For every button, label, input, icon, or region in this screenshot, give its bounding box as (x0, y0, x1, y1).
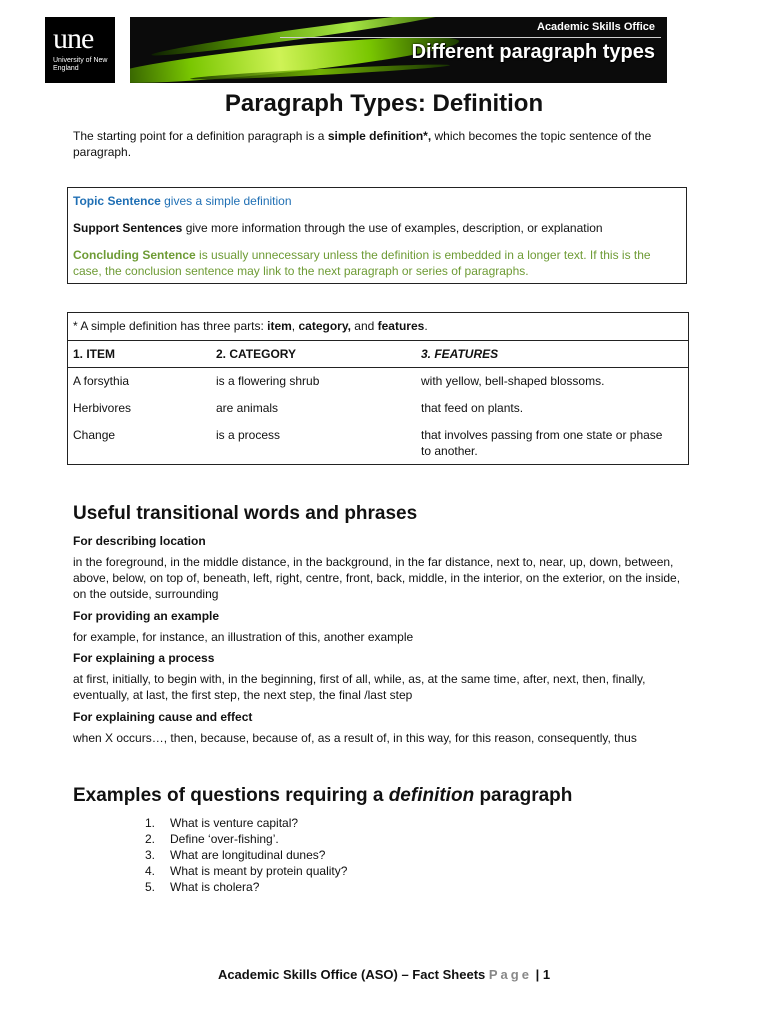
page-title: Paragraph Types: Definition (224, 90, 544, 117)
definition-table (67, 312, 689, 465)
office-label: Academic Skills Office (537, 21, 655, 33)
table-cell: with yellow, bell-shaped blossoms. (421, 374, 605, 388)
list-text: What are longitudinal dunes? (170, 848, 326, 862)
list-number: 3. (145, 848, 156, 862)
list-number: 4. (145, 864, 156, 878)
logo-mark: une (53, 22, 94, 55)
list-number: 1. (145, 816, 156, 830)
list-item (145, 831, 347, 847)
note-category: category, (298, 319, 351, 333)
list-item (145, 879, 347, 895)
table-cell: are animals (216, 401, 279, 415)
note-features: features (377, 319, 425, 333)
section-text: for example, for instance, an illustration of this, another example (73, 630, 414, 644)
support-text: give more information through the use of examples, description, or explanation (182, 221, 603, 235)
table-header-item: 1. ITEM (73, 347, 116, 361)
table-divider (68, 367, 688, 368)
table-cell: A forsythia (73, 374, 130, 388)
banner-title: Different paragraph types (411, 41, 655, 63)
examples-heading (73, 785, 572, 807)
page-footer (0, 967, 768, 982)
intro-bold: simple definition*, (327, 129, 432, 143)
paragraph-structure-box (67, 187, 687, 284)
support-label: Support Sentences (73, 221, 183, 235)
table-divider (68, 340, 688, 341)
section-text: in the foreground, in the middle distance, in the background, in the far distance, next to, near, up, down, between, above, below, on top of, beneath, left, right, centre, front, back, middle, in the interior, on the exterior, on the inside, on the outside, surrounding (73, 555, 681, 601)
footer-text: Academic Skills Office (ASO) – Fact Sheets (217, 967, 489, 982)
intro-pre: The starting point for a definition paragraph is a (73, 129, 328, 143)
support-sentences-line (73, 220, 678, 236)
list-number: 2. (145, 832, 156, 846)
list-item (145, 863, 347, 879)
table-cell: that feed on plants. (421, 401, 524, 415)
intro-post: which becomes the topic sentence of the paragraph. (73, 129, 652, 159)
intro-paragraph (73, 128, 693, 160)
list-text: Define ‘over-fishing’. (170, 832, 279, 846)
concluding-label: Concluding Sentence (73, 248, 196, 262)
logo-subtitle: University of New England (53, 57, 108, 72)
header-banner (130, 17, 667, 83)
table-cell: Herbivores (73, 401, 132, 415)
list-text: What is cholera? (170, 880, 260, 894)
list-item (145, 847, 347, 863)
note-and: and (350, 319, 378, 333)
section-label: For explaining a process (73, 651, 215, 665)
table-cell: that involves passing from one state or phase to another. (421, 428, 663, 458)
une-logo (45, 17, 115, 83)
examples-heading-em: definition (388, 785, 475, 806)
list-number: 5. (145, 880, 156, 894)
footer-sep: | (531, 967, 543, 982)
section-label: For describing location (73, 534, 206, 548)
banner-divider (280, 37, 661, 38)
topic-label: Topic Sentence (73, 194, 161, 208)
question-list (145, 815, 347, 895)
note-pre: * A simple definition has three parts: (73, 319, 268, 333)
concluding-sentence-line (73, 247, 678, 279)
note-end: . (424, 319, 428, 333)
list-item (145, 815, 347, 831)
table-cell: Change (73, 428, 116, 442)
examples-heading-post: paragraph (474, 785, 573, 806)
footer-page-number: 1 (542, 967, 551, 982)
footer-page-word: Page (488, 967, 532, 982)
table-header-category: 2. CATEGORY (216, 347, 297, 361)
note-sep: , (291, 319, 299, 333)
table-header-features: 3. FEATURES (421, 347, 499, 361)
table-cell: is a flowering shrub (216, 374, 320, 388)
section-label: For explaining cause and effect (73, 710, 253, 724)
examples-heading-pre: Examples of questions requiring a (73, 785, 389, 806)
transitions-heading: Useful transitional words and phrases (73, 503, 418, 524)
list-text: What is meant by protein quality? (170, 864, 348, 878)
topic-sentence-line (73, 193, 678, 209)
list-text: What is venture capital? (170, 816, 299, 830)
note-item: item (267, 319, 292, 333)
section-text: at first, initially, to begin with, in the beginning, first of all, while, as, at the same time, after, next, then, finally, eventually, at last, the first step, the next step, the final /last step (73, 672, 646, 702)
section-text: when X occurs…, then, because, because of, as a result of, in this way, for this reason, consequently, thus (73, 731, 637, 745)
concluding-text: is usually unnecessary unless the definition is embedded in a longer text. If this is the case, the conclusion sentence may link to the next paragraph or series of paragraphs. (73, 248, 651, 278)
table-cell: is a process (216, 428, 281, 442)
table-note (73, 318, 428, 334)
topic-text: gives a simple definition (160, 194, 292, 208)
section-label: For providing an example (73, 609, 220, 623)
